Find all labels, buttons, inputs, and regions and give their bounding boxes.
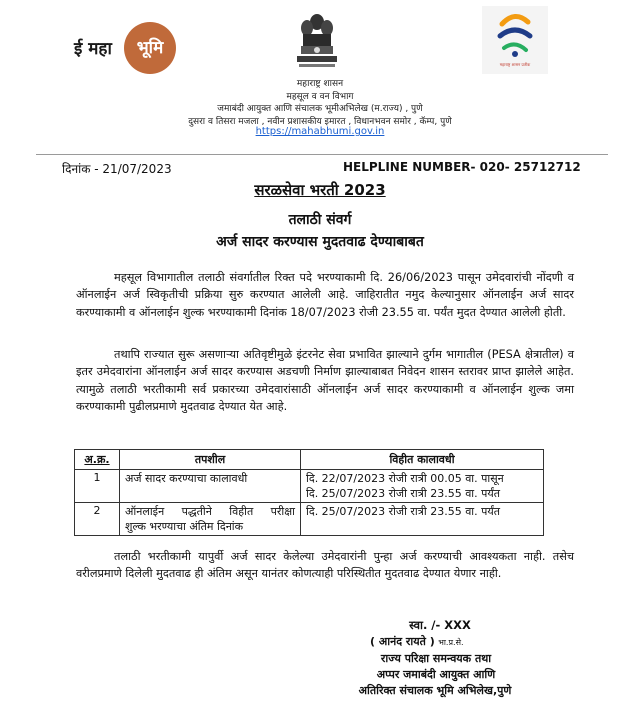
row-2-serial: 2 <box>75 503 120 536</box>
paragraph-2 <box>76 346 574 416</box>
paragraph-3-text: तलाठी भरतीकामी यापुर्वी अर्ज सादर केलेल्या उमेदवारांनी पुन्हा अर्ज करण्याची आवश्यकता नाही. तसेच वरीलप्रमाणे दिलेली मुदतवाढ ही अंतिम असून यानंतर कोणत्याही परिस्थितीत मुदतवाढ देण्यात येणार नाही. <box>76 550 574 581</box>
row-2-detail-line-2: शुल्क भरण्याचा अंतिम दिनांक <box>125 520 244 533</box>
row-2-period: दि. 25/07/2023 रोजी रात्री 23.55 वा. पर्यंत <box>301 503 544 536</box>
signatory-service: भा.प्र.से. <box>438 638 464 647</box>
notice-title: सरळसेवा भरती 2023 <box>254 181 386 199</box>
helpline-number: HELPLINE NUMBER- 020- 25712712 <box>343 160 581 174</box>
letter-date: दिनांक - 21/07/2023 <box>62 162 172 176</box>
paragraph-2-text: तथापि राज्यात सुरू असणाऱ्या अतिवृष्टीमुळे इंटरनेट सेवा प्रभावित झाल्याने दुर्गम भागातील (PESA क्षेत्रातील) व इतर उमेदवारांना ऑनलाईन अर्ज सादर करण्यास अडचणी निर्माण झाल्याबाबत निवेदन शासन स्तरावर प्राप्त झालेले आहेत. त्यामुळे तलाठी भरतीकामी सर्व प्रकारच्या उमेदवारांसाठी ऑनलाईन अर्ज सादर करण्याकामी व ऑनलाईन शुल्क जमा करण्याकामी पुढीलप्रमाणे मुदतवाढ देण्यात येत आहे. <box>76 348 574 414</box>
col-header-period: विहीत कालावधी <box>301 450 544 470</box>
paragraph-1-text: महसूल विभागातील तलाठी संवर्गातील रिक्त पदे भरण्याकामी दि. 26/06/2023 पासून उमेदवारांची नोंदणी व ऑनलाईन अर्ज स्विकृतीची प्रक्रिया सुरु करण्यात आलेली आहे. जाहिरातीत नमुद केल्यानुसार ऑनलाईन अर्ज सादर करण्याकामी व ऑनलाईन शुल्क भरण्याकामी दिनांक 18/07/2023 रोजी 23.55 वा. पर्यंत मुदत देण्यात आलेली होती. <box>76 271 574 319</box>
table-row <box>75 503 544 536</box>
state-emblem-icon <box>293 12 341 74</box>
col-header-detail: तपशील <box>120 450 301 470</box>
logo-left-circle: भूमि <box>124 22 176 74</box>
row-1-period-to: दि. 25/07/2023 रोजी रात्री 23.55 वा. पर्यंत <box>306 487 501 500</box>
row-1-detail: अर्ज सादर करण्याचा कालावधी <box>120 470 301 503</box>
signature-sd: स्वा. /- XXX <box>409 618 471 632</box>
signatory-name: ( आनंद रायते ) <box>370 635 435 648</box>
table-row <box>75 470 544 503</box>
table-header-row <box>75 450 544 470</box>
logo-right-tagline: महाराष्ट्र शासन प्रतीक <box>499 62 531 67</box>
signatory-name-line <box>370 634 464 649</box>
header-line-3: जमाबंदी आयुक्त आणि संचालक भूमीअभिलेख (म.राज्य) , पुणे <box>217 104 423 114</box>
row-1-period <box>301 470 544 503</box>
header-divider <box>36 154 608 155</box>
notice-subtitle-cadre: तलाठी संवर्ग <box>288 212 352 228</box>
website-link[interactable]: https://mahabhumi.gov.in <box>255 126 385 137</box>
extension-schedule-table <box>74 449 544 536</box>
notice-subject: अर्ज सादर करण्यास मुदतवाढ देण्याबाबत <box>216 234 424 250</box>
paragraph-1 <box>76 269 574 321</box>
maharashtra-logo <box>482 6 548 74</box>
mahabhumi-logo <box>62 18 176 76</box>
paragraph-3 <box>76 548 574 583</box>
col-header-serial: अ.क्र. <box>75 450 120 470</box>
maharashtra-swirl-icon <box>482 6 548 66</box>
designation-line-3: अतिरिक्त संचालक भूमि अभिलेख,पुणे <box>358 684 512 697</box>
row-2-detail-line-1: ऑनलाईन पद्धतीने विहीत परीक्षा <box>125 505 295 518</box>
header-line-4: दुसरा व तिसरा मजला , नवीन प्रशासकीय इमारत , विधानभवन समोर , कॅम्प, पुणे <box>188 117 452 127</box>
row-2-detail <box>120 503 301 536</box>
logo-left-text: ई महा <box>74 39 112 59</box>
row-1-serial: 1 <box>75 470 120 503</box>
row-1-period-from: दि. 22/07/2023 रोजी रात्री 00.05 वा. पासून <box>306 472 504 485</box>
header-line-1: महाराष्ट्र शासन <box>296 79 344 89</box>
header-line-2: महसूल व वन विभाग <box>286 92 354 102</box>
designation-line-1: राज्य परिक्षा समन्वयक तथा <box>380 652 492 665</box>
designation-line-2: अप्पर जमाबंदी आयुक्त आणि <box>376 668 496 681</box>
